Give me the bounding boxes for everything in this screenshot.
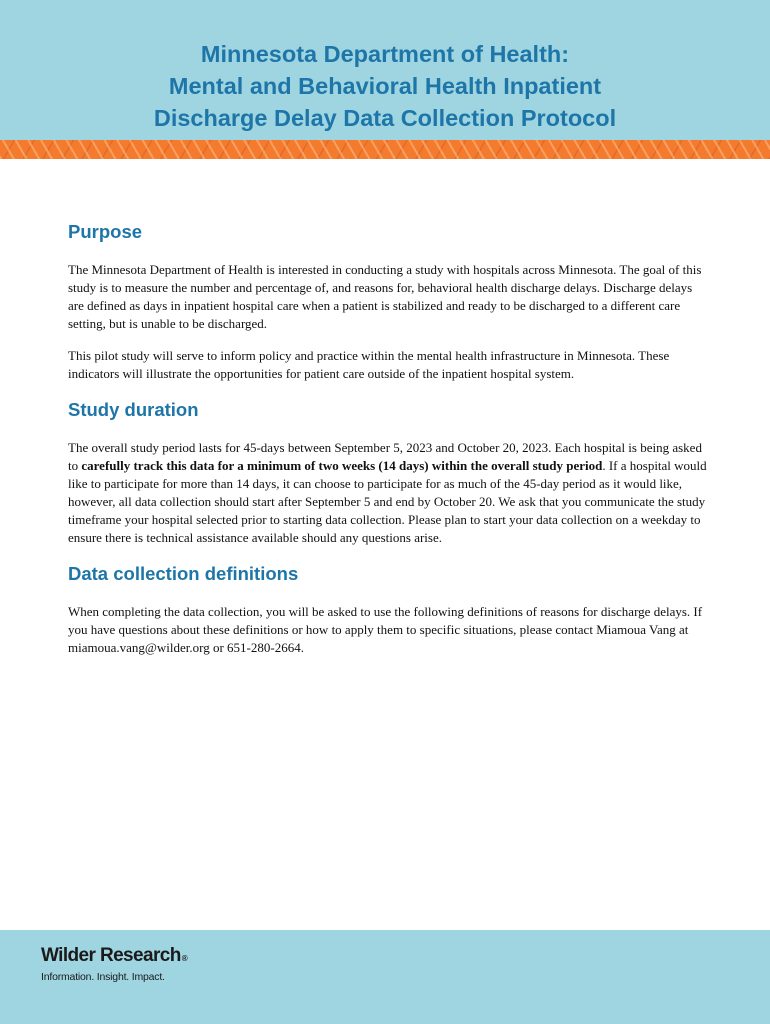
purpose-paragraph-1: The Minnesota Department of Health is interested in conducting a study with hospitals across Minnesota. The goal of this study is to measure the number and percentage of, and reasons for, behavioral health discharge delays. Discharge delays are defined as days in inpatient hospital care when a patient is stabilized and ready to be discharged to a different care setting, but is unable to be discharged.	[68, 262, 702, 331]
purpose-paragraph-2: This pilot study will serve to inform policy and practice within the mental health infrastructure in Minnesota. These indicators will illustrate the opportunities for patient care outside of the inpatient hospital system.	[68, 348, 670, 381]
title-line-1: Minnesota Department of Health:	[200, 41, 570, 67]
purpose-heading: Purpose	[68, 221, 143, 242]
logo-name: Wilder Research	[41, 945, 181, 966]
document-title	[0, 38, 770, 134]
decorative-stripe	[0, 140, 770, 159]
title-line-3: Discharge Delay Data Collection Protocol	[153, 105, 617, 131]
logo-tagline: Information. Insight. Impact.	[41, 971, 165, 983]
study-duration-emphasis: carefully track this data for a minimum of two weeks (14 days) within the overall study period	[81, 458, 603, 473]
study-duration-section	[68, 398, 708, 547]
registered-mark: ®	[181, 954, 188, 963]
study-duration-text-start: The overall study period lasts for 45-days between September 5, 2023 and October 20, 2023. Each hospital is being asked to	[68, 440, 702, 473]
definitions-paragraph: When completing the data collection, you will be asked to use the following definitions of reasons for discharge delays. If you have questions about these definitions or how to apply them to specific situations, please contact Miamoua Vang at miamoua.vang@wilder.org or 651-280-2664.	[68, 604, 703, 655]
definitions-heading: Data collection definitions	[68, 563, 299, 584]
study-duration-text-end: . If a hospital would like to participate for more than 14 days, it can choose to participate for as much of the 45-day period as it would like, however, all data collection should start after September 5 and end by October 20. We ask that you communicate the study timeframe your hospital selected prior to starting data collection. Please plan to start your data collection on a weekday to ensure there is technical assistance available should any questions arise.	[68, 458, 707, 545]
title-line-2: Mental and Behavioral Health Inpatient	[168, 73, 602, 99]
definitions-section	[68, 562, 708, 657]
purpose-section	[68, 220, 708, 383]
wilder-research-logo	[41, 945, 187, 984]
document-body	[68, 220, 708, 657]
study-duration-heading: Study duration	[68, 399, 199, 420]
study-duration-paragraph	[68, 439, 708, 547]
